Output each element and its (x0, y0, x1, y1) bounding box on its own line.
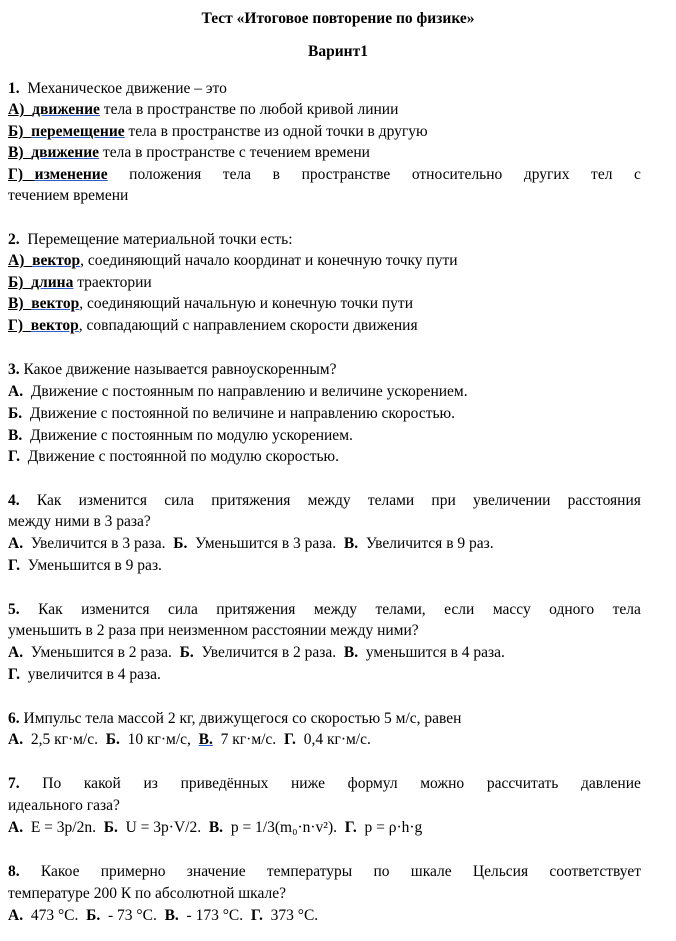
q2-option-c: В) вектор, соединяющий начальную и конечную точки пути (8, 295, 413, 312)
question-8: 8. Какое примерно значение температуры по шкале Цельсия соответствует (8, 863, 641, 880)
question-7-cont: идеального газа? (8, 797, 120, 814)
question-3: 3. Какое движение называется равноускоренным? (8, 361, 337, 378)
q1-option-d: Г) изменение положения тела в пространстве относительно других тел с (8, 166, 641, 183)
question-5: 5. Как изменится сила притяжения между телами, если массу одного тела (8, 601, 641, 618)
question-1: 1. Механическое движение – это (8, 80, 227, 97)
q3-option-a: А. Движение с постоянным по направлению и величине ускорением. (8, 383, 468, 400)
q3-option-d: Г. Движение с постоянной по модулю скоростью. (8, 448, 340, 465)
q2-option-a: А) вектор, соединяющий начало координат и конечную точку пути (8, 252, 458, 269)
question-8-cont: температуре 200 К по абсолютной шкале? (8, 885, 286, 902)
q2-option-b: Б) длина траектории (8, 274, 152, 291)
q6-options: А. 2,5 кг·м/с. Б. 10 кг·м/с, В. 7 кг·м/с. Г. 0,4 кг·м/с. (8, 731, 371, 748)
q1-option-d-cont: течением времени (8, 187, 129, 204)
question-4: 4. Как изменится сила притяжения между телами при увеличении расстояния (8, 492, 641, 509)
q1-option-b: Б) перемещение тела в пространстве из одной точки в другую (8, 123, 428, 140)
q3-option-b: Б. Движение с постоянной по величине и направлению скоростью. (8, 405, 455, 422)
question-7: 7. По какой из приведённых ниже формул можно рассчитать давление (8, 775, 641, 792)
q3-option-c: В. Движение с постоянным по модулю ускорением. (8, 427, 353, 444)
variant-title: Варинт1 (308, 43, 368, 60)
q2-option-d: Г) вектор, совпадающий с направлением скорости движения (8, 317, 418, 334)
question-4-cont: между ними в 3 раза? (8, 513, 151, 530)
q4-options-row-1: А. Увеличится в 3 раза. Б. Уменьшится в 3 раза. В. Увеличится в 9 раз. (8, 535, 494, 552)
q7-options: А. E = 3p/2n. Б. U = 3p·V/2. В. p = 1/3(m₀·n·v²). Г. p = ρ·h·g (8, 819, 423, 836)
q5-options-row-1: А. Уменьшится в 2 раза. Б. Увеличится в 2 раза. В. уменьшится в 4 раза. (8, 644, 505, 661)
q4-options-row-2: Г. Уменьшится в 9 раз. (8, 557, 162, 574)
question-5-cont: уменьшить в 2 раза при неизменном расстоянии между ними? (8, 622, 419, 639)
q8-options: А. 473 °С. Б. - 73 °С. В. - 173 °С. Г. 373 °С. (8, 907, 319, 924)
q5-options-row-2: Г. увеличится в 4 раза. (8, 666, 161, 683)
q1-option-a: А) движение тела в пространстве по любой кривой линии (8, 101, 399, 118)
question-2: 2. Перемещение материальной точки есть: (8, 231, 293, 248)
q1-option-c: В) движение тела в пространстве с течением времени (8, 144, 370, 161)
document-title: Тест «Итоговое повторение по физике» (201, 10, 475, 27)
question-6: 6. Импульс тела массой 2 кг, движущегося со скоростью 5 м/с, равен (8, 710, 462, 727)
